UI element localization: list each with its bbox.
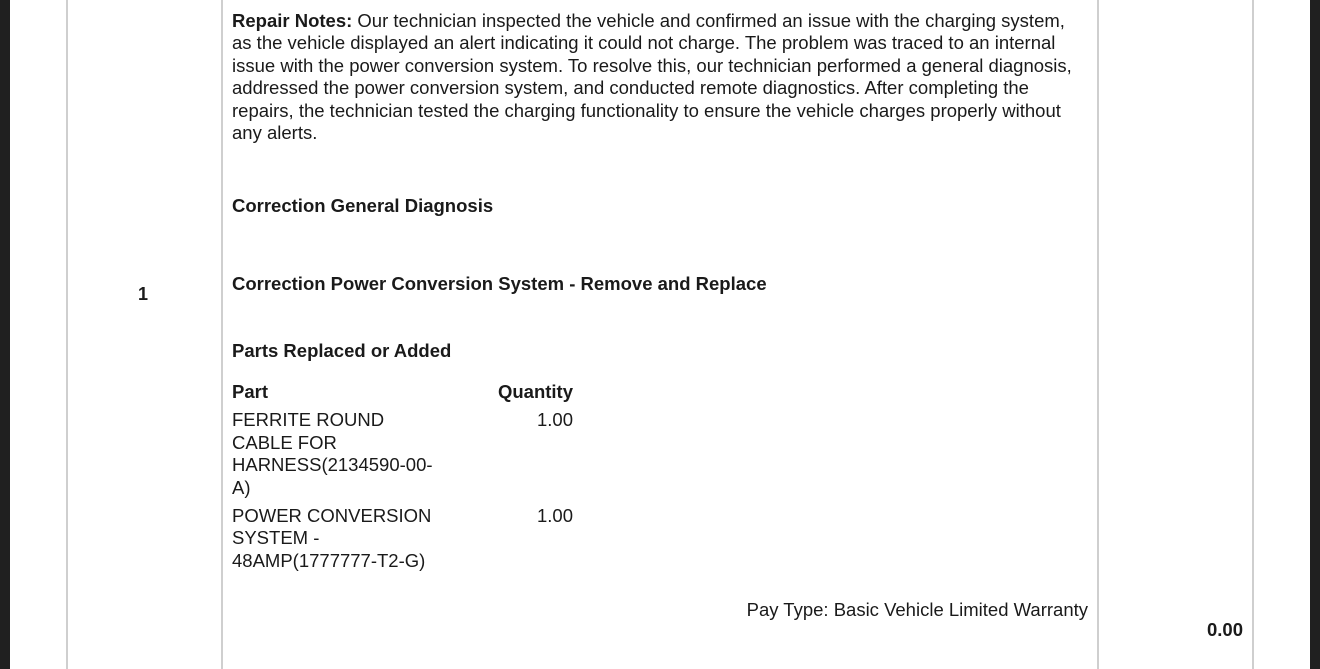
part-quantity: 1.00 [536,409,573,431]
table-row [232,409,573,505]
table-border-line-col [221,0,223,669]
parts-table [232,381,573,578]
table-border-left [66,0,68,669]
table-border-desc-col [1097,0,1099,669]
line-amount: 0.00 [1206,619,1243,640]
viewer-edge-left [0,0,10,669]
part-column-header: Part [232,381,268,402]
correction-general-diagnosis: Correction General Diagnosis [232,195,494,216]
parts-header-row [232,381,573,409]
parts-heading: Parts Replaced or Added [232,340,452,361]
part-name: POWER CONVERSION SYSTEM - 48AMP(1777777-T2-G) [232,505,432,571]
repair-notes-block [232,10,1082,144]
part-quantity: 1.00 [536,505,573,527]
quantity-column-header: Quantity [497,381,573,402]
table-border-right [1252,0,1254,669]
table-row [232,505,573,578]
line-number: 1 [138,284,149,304]
correction-power-conversion: Correction Power Conversion System - Remove and Replace [232,273,767,294]
pay-type: Pay Type: Basic Vehicle Limited Warranty [746,599,1088,620]
repair-notes-text: Our technician inspected the vehicle and confirmed an issue with the charging system, as the vehicle displayed an alert indicating it could not charge. The problem was traced to an internal issue with the power conversion system. To resolve this, our technician performed a general diagnosis, addressed the power conversion system, and conducted remote diagnostics. After completing the repairs, the technician tested the charging functionality to ensure the vehicle charges properly without any alerts. [232,10,1072,144]
part-name: FERRITE ROUND CABLE FOR HARNESS(2134590-00-A) [232,409,433,498]
viewer-edge-right [1310,0,1320,669]
repair-notes-label: Repair Notes: [232,10,353,31]
repair-notes [232,10,1082,144]
